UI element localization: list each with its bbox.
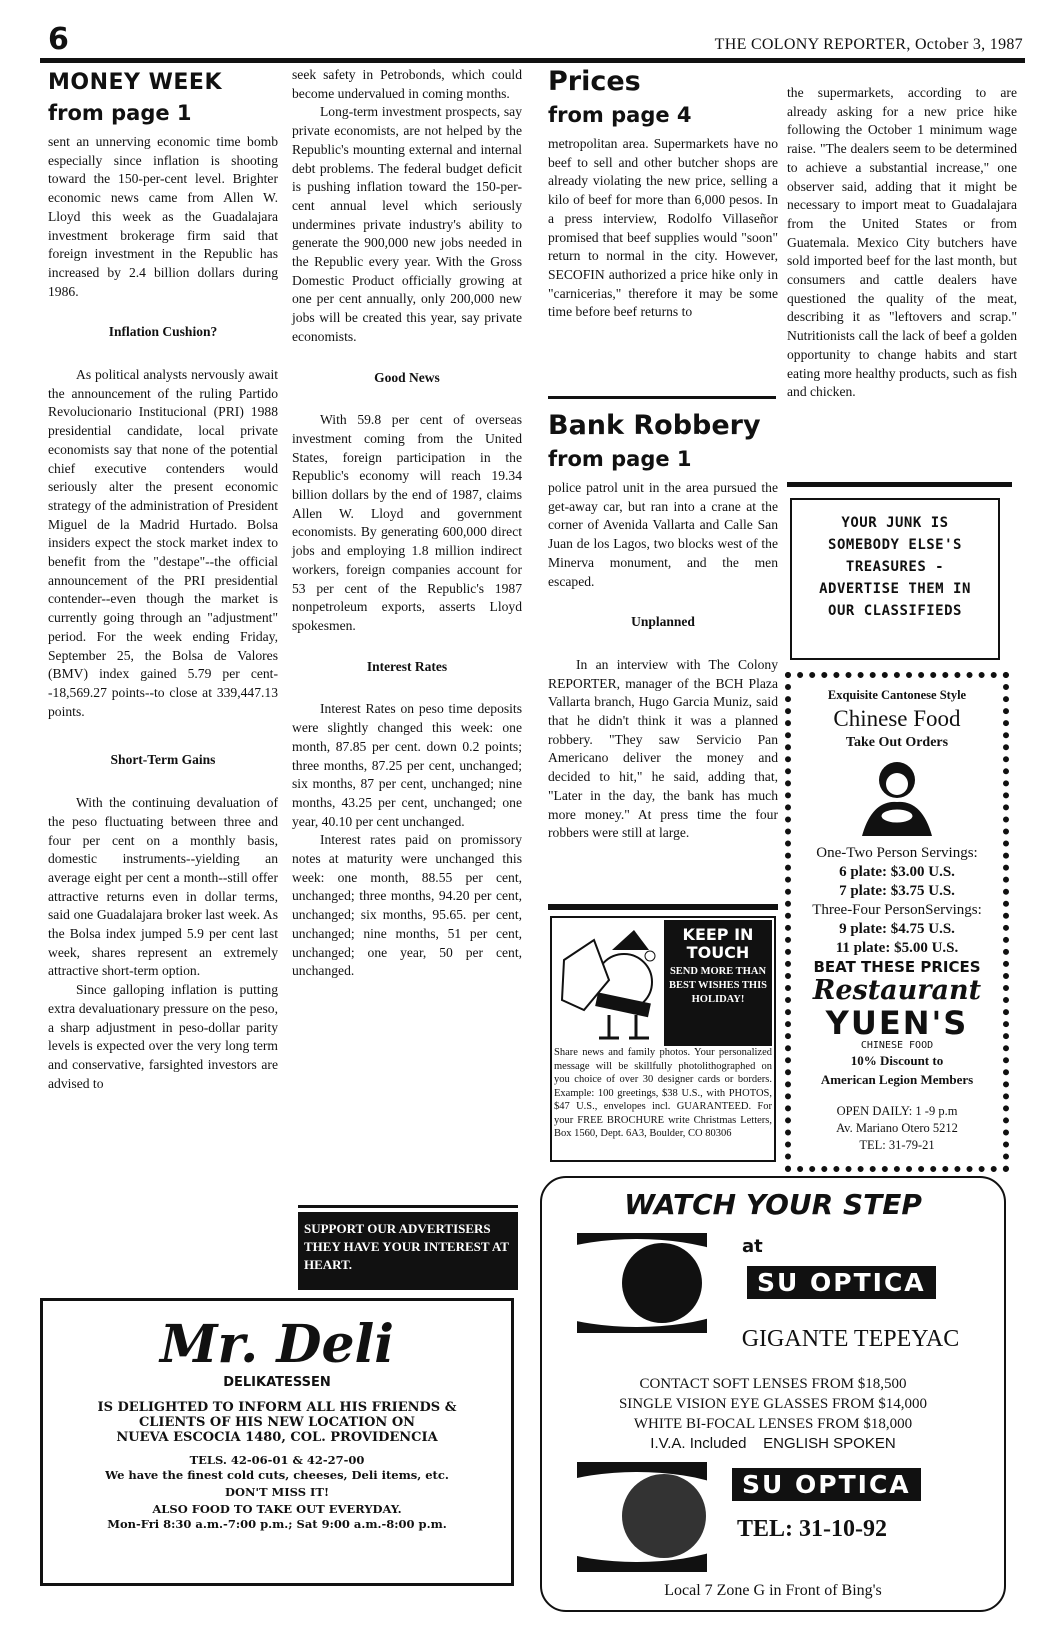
support-advertisers-box: SUPPORT OUR ADVERTISERS THEY HAVE YOUR INTEREST AT HEART. xyxy=(298,1212,518,1290)
servings-label: One-Two Person Servings: xyxy=(816,845,978,861)
paragraph: As political analysts nervously await the announcement of the ruling Partido Revolucionario Institucional (PRI) 1988 presidential candidate, local private economists say that none of the potential chief executive contenders would seriously alter the present economic strategy of the administration of President Miguel de la Madrid Hurtado. Bolsa insiders expect the stock market index to benefit from the "destape"--the official announcement of the PRI presidential contender--even though the market is currently going through an "adjustment" period. For the week ending Friday, September 25, the Bolsa de Valores (BMV) index gained 5.79 per cent--18,569.27 points--to close at 339,447.13 points. xyxy=(48,367,278,719)
ad-line: NUEVA ESCOCIA 1480, COL. PROVIDENCIA xyxy=(116,1430,438,1445)
discount: 10% Discount to xyxy=(850,1053,944,1068)
prices-column-2 xyxy=(787,84,1017,402)
subheading: Inflation Cushion? xyxy=(108,324,218,340)
paragraph: the supermarkets, according to are already asking for a new price hike following the October 1 minimum wage raise. "The dealers seem to be determined to achieve a substantial increase," one observer said, adding that it might be necessary to import meat to Guadalajara from the United States or from Guatemala. Mexico City butchers have sold imported beef for the last month, but consumers and cattle dealers have questioned the quality of the meat, describing it as "leftovers and scrap." Nutritionists call the lack of beef a golden opportunity to change habits and start eating more healthy products, such as fish and chicken. xyxy=(787,85,1017,400)
divider xyxy=(548,904,778,910)
store-location: GIGANTE TEPEYAC xyxy=(741,1326,960,1352)
subheading: Good News xyxy=(374,369,440,385)
article-title: Prices xyxy=(548,66,641,97)
keep-in-touch-ad xyxy=(550,916,776,1162)
ad-line: ADVERTISE THEM IN xyxy=(819,581,971,597)
page-number: 6 xyxy=(48,22,69,57)
ad-line: IS DELIGHTED TO INFORM ALL HIS FRIENDS & xyxy=(97,1400,457,1415)
article-jump: from page 1 xyxy=(548,447,692,471)
price-line: SINGLE VISION EYE GLASSES FROM $14,000 xyxy=(618,1396,928,1412)
ad-line: DON'T MISS IT! xyxy=(224,1485,330,1499)
ad-body: Share news and family photos. Your personalized message will be skillfully photolithographed on you choice of over 30 designer cards or borders. Example: 100 greetings, $38 U.S., with PHOTOS, $47 U.S., envelopes incl. GUARANTEED. For your FREE BROCHURE write Christmas Letters, Box 1560, Dept. 6A3, Boulder, CO 80306 xyxy=(554,1047,772,1139)
iva-note: I.V.A. Included xyxy=(650,1435,747,1452)
paragraph: With 59.8 per cent of overseas investment coming from the United States, foreign participation in the Republic's economy will reach 19.34 billion dollars by the end of 1987, claims Allen W. Lloyd and government economists. By generating 600,000 direct jobs and employing 1.8 million indirect workers, foreign companies account for 53 per cent of the Republic's 1987 nonpetroleum exports, asserts Lloyd spokesmen. xyxy=(292,412,522,633)
eye-logo-icon xyxy=(577,1233,707,1333)
santa-claus-icon xyxy=(554,920,664,1046)
phone: TELS. 42-06-01 & 42-27-00 xyxy=(189,1453,365,1467)
price-line: 9 plate: $4.75 U.S. xyxy=(839,921,955,937)
chinese-food-ad xyxy=(785,672,1009,1172)
subheading: Interest Rates xyxy=(366,658,448,674)
su-optica-logo: SU OPTICA xyxy=(747,1266,936,1299)
hours: Mon-Fri 8:30 a.m.-7:00 p.m.; Sat 9:00 a.m.-8:00 p.m. xyxy=(107,1517,447,1531)
paragraph: metropolitan area. Supermarkets have no beef to sell and other butcher shops are already violating the new price, selling a kilo of beef for more than 6,000 pesos. In a press interview, Rodolfo Villaseñor promised that beef supplies would "soon" return to normal in the city. However, SECOFIN authorized a price hike only in "carnicerias," therefore it may be some time before beef returns to xyxy=(548,136,778,320)
phone: TEL: 31-10-92 xyxy=(737,1516,887,1542)
ad-line: OUR CLASSIFIEDS xyxy=(828,603,962,619)
subheading: Unplanned xyxy=(631,614,695,630)
logo-sub: DELIKATESSEN xyxy=(223,1375,331,1390)
ad-restaurant: Restaurant xyxy=(812,975,982,1006)
person-eating-icon xyxy=(791,758,1003,838)
address: Av. Mariano Otero 5212 xyxy=(836,1121,958,1135)
bank-robbery-column xyxy=(548,410,778,843)
paragraph: seek safety in Petrobonds, which could become undervalued in coming months. xyxy=(292,67,522,101)
paragraph: Interest Rates on peso time deposits were slightly changed this week: one month, 87.85 per cent. down 0.2 points; three months, 87.25 per cent, unchanged; six months, 87 per cent, unchanged; nine months, 43.25 per cent, unchanged; one year, 40.10 per cent unchanged. xyxy=(292,701,522,829)
classifieds-ad xyxy=(790,498,1000,660)
ad-slogan: BEAT THESE PRICES xyxy=(813,958,981,976)
logo-sub: CHINESE FOOD xyxy=(860,1040,934,1051)
ad-line: ALSO FOOD TO TAKE OUT EVERYDAY. xyxy=(152,1502,402,1516)
ad-subtitle: Take Out Orders xyxy=(845,735,949,750)
article-jump: from page 1 xyxy=(48,101,192,125)
phone: TEL: 31-79-21 xyxy=(859,1138,935,1152)
ad-line: SOMEBODY ELSE'S xyxy=(828,537,962,553)
divider xyxy=(787,482,1012,487)
ad-prices xyxy=(542,1374,1004,1454)
ad-subhead: SEND MORE THAN BEST WISHES THIS HOLIDAY! xyxy=(668,966,768,1005)
money-week-column-1 xyxy=(48,70,278,1093)
ad-footer: Local 7 Zone G in Front of Bing's xyxy=(664,1582,882,1599)
ad-headline: KEEP IN TOUCH xyxy=(682,925,754,962)
servings-label: Three-Four PersonServings: xyxy=(812,902,982,918)
price-line: CONTACT SOFT LENSES FROM $18,500 xyxy=(639,1376,907,1392)
at-label: at xyxy=(742,1236,763,1257)
paragraph: With the continuing devaluation of the peso fluctuating between three and four per cent on a monthly basis, domestic instruments--yielding an average eight per cent a month--still offer attractive returns even in dollar terms, said one Guadalajara broker last week. As the Bolsa index jumped 5.9 per cent last week, shares represent an extremely attractive short-term option. xyxy=(48,795,278,979)
su-optica-ad xyxy=(540,1176,1006,1612)
ad-line: TREASURES - xyxy=(845,559,945,575)
ad-headline: WATCH YOUR STEP xyxy=(624,1188,922,1221)
hours: OPEN DAILY: 1 -9 p.m xyxy=(836,1104,958,1118)
price-line: 7 plate: $3.75 U.S. xyxy=(839,883,955,899)
header-rule xyxy=(40,58,1025,63)
masthead: THE COLONY REPORTER, October 3, 1987 xyxy=(714,36,1023,53)
ad-title: Chinese Food xyxy=(833,706,961,731)
paragraph: police patrol unit in the area pursued the get-away car, but ran into a crane at the corner of Avenida Vallarta and Calle San Juan de los Lagos, two blocks west of the Minerva monument, and the men escaped. xyxy=(548,480,778,589)
divider xyxy=(548,396,776,399)
ad-tagline: Exquisite Cantonese Style xyxy=(827,688,967,702)
money-week-column-2 xyxy=(292,66,522,981)
mr-deli-logo: Mr. Deli xyxy=(159,1314,395,1375)
restaurant-logo: YUEN'S xyxy=(825,1004,969,1042)
ad-line: CLIENTS OF HIS NEW LOCATION ON xyxy=(138,1415,416,1430)
ad-line: YOUR JUNK IS xyxy=(841,515,949,531)
paragraph: In an interview with The Colony REPORTER, manager of the BCH Plaza Vallarta branch, Hugo Garcia Muniz, said that he didn't think it was a planned robbery. "They saw Servicio Pan Americano deliver the money and decided to hit," he said, adding that, "Later in the day, the bank has much more money." At press time the four robbers were still at large. xyxy=(548,656,778,841)
article-jump: from page 4 xyxy=(548,103,692,127)
price-line: 11 plate: $5.00 U.S. xyxy=(835,940,959,956)
divider xyxy=(298,1205,518,1208)
article-title: Bank Robbery xyxy=(548,410,761,441)
discount: American Legion Members xyxy=(820,1072,974,1087)
english-spoken: ENGLISH SPOKEN xyxy=(763,1435,896,1452)
paragraph: Since galloping inflation is putting extra devaluationary pressure on the peso, a sharp adjustment in peso-dollar parity levels is expected over the very long term and conservative, farsighted investors are advised to xyxy=(48,982,278,1091)
paragraph: Long-term investment prospects, say private economists, are not helped by the Republic's mounting external and internal debt problems. The federal budget deficit is pushing inflation toward the 150-per-cent annual level which seriously undermines private industry's ability to generate the 900,000 new jobs needed in the Republic every year. With the Gross Domestic Product officially growing at one per cent annually, only 200,000 new jobs will be created this year, say private economists. xyxy=(292,104,522,344)
prices-column xyxy=(548,66,778,322)
article-title: MONEY WEEK xyxy=(48,70,222,95)
price-line: 6 plate: $3.00 U.S. xyxy=(839,864,955,880)
paragraph: sent an unnerving economic time bomb especially since inflation is shooting toward the 150-per-cent level. Brighter economic news came from Allen W. Lloyd this week as the Guadalajara investment brokerage firm said that foreign investment in the Republic has increased by 2.4 billion dollars during 1986. xyxy=(48,134,278,299)
subheading: Short-Term Gains xyxy=(110,752,216,768)
ad-line: We have the finest cold cuts, cheeses, Deli items, etc. xyxy=(105,1468,449,1482)
su-optica-logo: SU OPTICA xyxy=(732,1468,921,1501)
paragraph: Interest rates paid on promissory notes at maturity were unchanged this week: one month, 88.55 per cent, unchanged; three months, 94.20 per cent, unchanged; six months, 95.65. per cent, unchanged; nine months, 51 per cent, unchanged; one year, 50 per cent, unchanged. xyxy=(292,832,522,979)
eye-logo-icon xyxy=(577,1462,707,1572)
price-line: WHITE BI-FOCAL LENSES FROM $18,000 xyxy=(633,1416,913,1432)
mr-deli-ad xyxy=(40,1298,514,1586)
